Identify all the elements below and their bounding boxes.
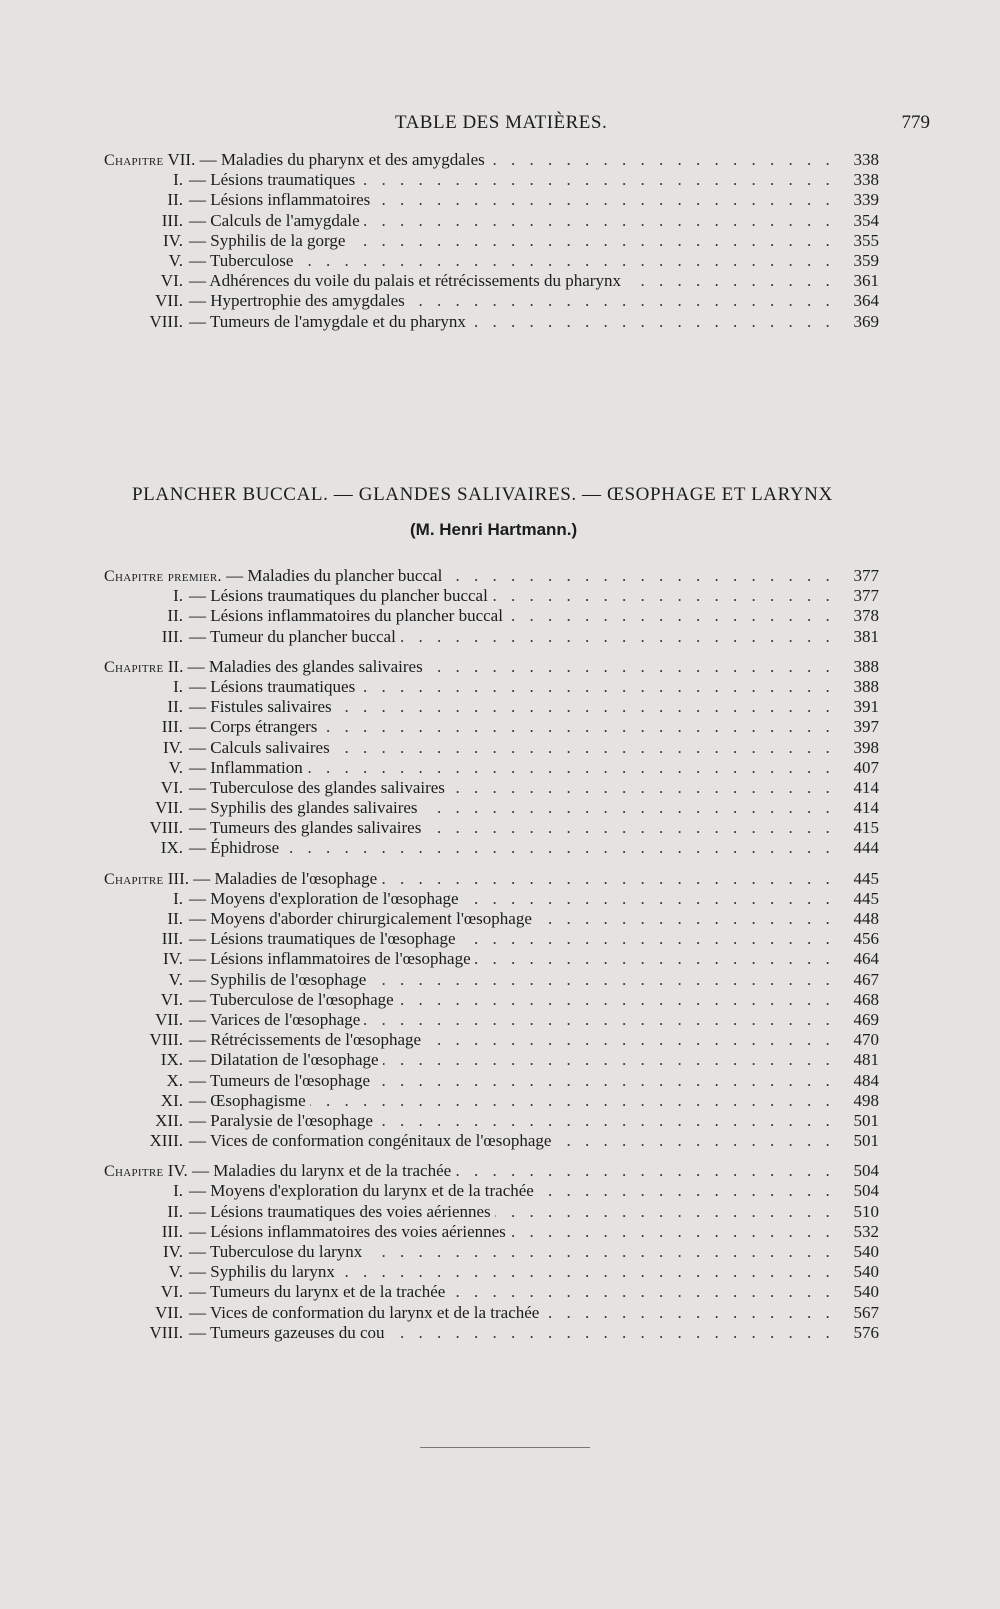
chapter-page: 388 <box>843 657 879 677</box>
item-title: — Moyens d'exploration de l'œsophage <box>189 888 459 908</box>
toc-item-row <box>104 190 879 210</box>
item-page: 391 <box>843 697 879 717</box>
toc-item-row <box>104 1181 879 1201</box>
item-title: — Lésions inflammatoires des voies aériennes <box>189 1221 506 1241</box>
toc-item-row <box>104 717 879 737</box>
toc-item-row <box>104 949 879 969</box>
item-heading <box>104 758 307 778</box>
chapter-number: III. <box>167 868 189 888</box>
item-number: VII. <box>155 291 183 311</box>
toc-item-row <box>104 697 879 717</box>
chapter-label: Chapitre <box>104 152 164 169</box>
toc-item-row <box>104 1323 879 1343</box>
item-number: III. <box>161 1221 183 1241</box>
item-number: VII. <box>155 1302 183 1322</box>
item-heading <box>104 1262 339 1282</box>
chapter-heading <box>104 869 381 890</box>
chapter-heading <box>104 657 427 678</box>
toc-item-row <box>104 251 879 271</box>
item-page: 501 <box>843 1131 879 1151</box>
page-number: 779 <box>901 112 930 133</box>
item-number: II. <box>167 697 183 717</box>
item-page: 467 <box>843 970 879 990</box>
toc-item-row <box>104 738 879 758</box>
toc-chapter-row <box>104 566 879 586</box>
chapter-gap <box>104 1151 879 1161</box>
item-heading <box>104 606 507 626</box>
item-heading <box>104 909 536 929</box>
item-title: — Lésions inflammatoires du plancher buccal <box>189 606 503 626</box>
item-number: VIII. <box>149 818 183 838</box>
item-heading <box>104 818 425 838</box>
item-page: 567 <box>843 1303 879 1323</box>
chapter-title: — Maladies du plancher buccal <box>226 566 443 585</box>
item-title: — Inflammation <box>189 757 303 777</box>
chapter-title: — Maladies du larynx et de la trachée <box>192 1161 452 1181</box>
item-page: 468 <box>843 990 879 1010</box>
item-number: IV. <box>163 1242 183 1261</box>
item-number: V. <box>168 757 183 777</box>
item-number: VI. <box>160 1282 183 1302</box>
item-title: — Lésions traumatiques de l'œsophage <box>189 929 456 949</box>
item-heading <box>104 312 470 332</box>
item-number: II. <box>167 190 183 210</box>
item-heading <box>104 1111 377 1131</box>
item-title: — Éphidrose <box>189 838 280 858</box>
item-heading <box>104 717 321 737</box>
bottom-rule <box>420 1447 590 1448</box>
toc-item-row <box>104 606 879 626</box>
item-page: 397 <box>843 717 879 737</box>
chapter-heading <box>104 566 446 587</box>
toc-chapter-row <box>104 1161 879 1181</box>
item-title: — Lésions traumatiques <box>189 676 356 696</box>
item-heading <box>104 1303 543 1323</box>
chapter-page: 445 <box>843 869 879 889</box>
chapter-heading <box>104 150 489 171</box>
item-heading <box>104 170 359 190</box>
item-number: I. <box>173 1181 183 1201</box>
item-page: 359 <box>843 251 879 271</box>
toc-item-row <box>104 838 879 858</box>
item-number: II. <box>167 606 183 626</box>
item-page: 540 <box>843 1262 879 1282</box>
section-title: PLANCHER BUCCAL. — GLANDES SALIVAIRES. — ŒSOPHAGE ET LARYNX <box>132 484 833 505</box>
chapter-page: 504 <box>843 1161 879 1181</box>
toc-item-row <box>104 1091 879 1111</box>
chapter-page: 377 <box>843 566 879 586</box>
item-title: — Syphilis du larynx <box>189 1262 335 1282</box>
toc-chapter-row <box>104 869 879 889</box>
item-number: VI. <box>160 989 183 1009</box>
item-title: — Varices de l'œsophage <box>189 1009 361 1029</box>
toc-chapter-row <box>104 657 879 677</box>
item-number: VI. <box>160 271 183 291</box>
item-page: 498 <box>843 1091 879 1111</box>
item-title: — Tumeurs de l'œsophage <box>189 1070 371 1090</box>
item-number: VII. <box>155 798 183 818</box>
toc-item-row <box>104 798 879 818</box>
item-heading <box>104 1222 510 1242</box>
item-page: 398 <box>843 738 879 758</box>
item-number: XII. <box>155 1110 183 1130</box>
toc-item-row <box>104 909 879 929</box>
item-heading <box>104 1071 374 1091</box>
item-page: 415 <box>843 818 879 838</box>
item-heading <box>104 778 449 798</box>
item-title: — Œsophagisme <box>189 1090 306 1110</box>
item-number: I. <box>173 888 183 908</box>
toc-item-row <box>104 211 879 231</box>
toc-item-row <box>104 1282 879 1302</box>
item-page: 469 <box>843 1010 879 1030</box>
item-page: 481 <box>843 1050 879 1070</box>
item-number: VI. <box>160 777 183 797</box>
item-number: IV. <box>163 230 183 250</box>
item-heading <box>104 949 475 969</box>
item-page: 414 <box>843 778 879 798</box>
chapter-gap <box>104 647 879 657</box>
item-page: 470 <box>843 1030 879 1050</box>
toc-item-row <box>104 231 879 251</box>
item-number: VIII. <box>149 311 183 331</box>
chapter-number: premier. <box>167 568 222 585</box>
item-title: — Lésions traumatiques du plancher buccal <box>189 586 488 606</box>
item-page: 448 <box>843 909 879 929</box>
item-page: 354 <box>843 211 879 231</box>
item-number: IV. <box>163 949 183 969</box>
item-page: 532 <box>843 1222 879 1242</box>
item-heading <box>104 1242 366 1262</box>
item-page: 456 <box>843 929 879 949</box>
item-heading <box>104 1131 555 1151</box>
item-number: XI. <box>160 1090 183 1110</box>
item-heading <box>104 271 625 291</box>
toc-block-main <box>104 566 879 1343</box>
chapter-page: 338 <box>843 150 879 170</box>
toc-item-row <box>104 1222 879 1242</box>
toc-item-row <box>104 1262 879 1282</box>
running-title: TABLE DES MATIÈRES. <box>395 112 608 133</box>
item-page: 377 <box>843 586 879 606</box>
item-title: — Lésions inflammatoires de l'œsophage <box>189 949 471 969</box>
chapter-number: II. <box>167 656 184 676</box>
item-heading <box>104 1181 538 1201</box>
item-page: 378 <box>843 606 879 626</box>
item-heading <box>104 738 334 758</box>
item-page: 484 <box>843 1071 879 1091</box>
item-title: — Tumeurs des glandes salivaires <box>189 818 422 838</box>
item-title: — Tumeurs gazeuses du cou <box>189 1322 385 1342</box>
toc-block-pharynx <box>104 150 879 332</box>
item-title: — Paralysie de l'œsophage <box>189 1110 373 1130</box>
toc-item-row <box>104 627 879 647</box>
item-number: III. <box>161 929 183 949</box>
chapter-title: — Maladies des glandes salivaires <box>187 656 423 676</box>
toc-item-row <box>104 1131 879 1151</box>
toc-item-row <box>104 1303 879 1323</box>
item-title: — Tuberculose <box>189 250 294 270</box>
item-number: I. <box>173 586 183 606</box>
item-number: IV. <box>163 737 183 757</box>
item-title: — Vices de conformation congénitaux de l'œsophage <box>189 1131 552 1151</box>
item-title: — Vices de conformation du larynx et de la trachée <box>189 1302 540 1322</box>
item-number: I. <box>173 676 183 696</box>
item-number: II. <box>167 1201 183 1221</box>
item-title: — Tumeur du plancher buccal <box>189 626 396 646</box>
item-heading <box>104 211 364 231</box>
item-number: III. <box>161 626 183 646</box>
toc-item-row <box>104 990 879 1010</box>
item-number: V. <box>168 1262 183 1282</box>
section-author: (M. Henri Hartmann.) <box>410 520 578 539</box>
toc-item-row <box>104 1202 879 1222</box>
item-title: — Dilatation de l'œsophage <box>189 1050 379 1070</box>
item-page: 444 <box>843 838 879 858</box>
item-title: — Syphilis des glandes salivaires <box>189 798 418 818</box>
item-title: — Tuberculose du larynx <box>189 1242 363 1261</box>
item-page: 364 <box>843 291 879 311</box>
toc-item-row <box>104 889 879 909</box>
toc-item-row <box>104 271 879 291</box>
chapter-label: Chapitre <box>104 658 164 676</box>
item-number: V. <box>168 250 183 270</box>
item-heading <box>104 231 349 251</box>
item-heading <box>104 697 336 717</box>
item-page: 445 <box>843 889 879 909</box>
item-title: — Syphilis de la gorge <box>189 230 346 250</box>
toc-item-row <box>104 970 879 990</box>
chapter-gap <box>104 859 879 869</box>
item-heading <box>104 586 492 606</box>
item-title: — Lésions traumatiques des voies aériennes <box>189 1201 491 1221</box>
chapter-number: VII. <box>167 150 196 169</box>
item-title: — Calculs salivaires <box>189 737 330 757</box>
item-heading <box>104 190 374 210</box>
item-title: — Adhérences du voile du palais et rétrécissements du pharynx <box>189 271 621 291</box>
item-heading <box>104 1030 425 1050</box>
toc-item-row <box>104 1111 879 1131</box>
item-number: X. <box>166 1070 183 1090</box>
item-heading <box>104 970 370 990</box>
toc-item-row <box>104 1010 879 1030</box>
toc-item-row <box>104 818 879 838</box>
item-title: — Tuberculose de l'œsophage <box>189 989 394 1009</box>
item-title: — Syphilis de l'œsophage <box>189 969 367 989</box>
item-heading <box>104 1091 310 1111</box>
chapter-heading <box>104 1161 455 1182</box>
item-number: V. <box>168 969 183 989</box>
item-page: 501 <box>843 1111 879 1131</box>
item-page: 576 <box>843 1323 879 1343</box>
item-page: 388 <box>843 677 879 697</box>
item-heading <box>104 1323 388 1343</box>
item-heading <box>104 838 283 858</box>
toc-item-row <box>104 170 879 190</box>
toc-item-row <box>104 1242 879 1262</box>
item-page: 338 <box>843 170 879 190</box>
item-heading <box>104 251 297 271</box>
item-page: 510 <box>843 1202 879 1222</box>
item-page: 540 <box>843 1242 879 1262</box>
toc-item-row <box>104 291 879 311</box>
item-heading <box>104 929 460 949</box>
item-title: — Lésions traumatiques <box>189 170 356 190</box>
chapter-label: Chapitre <box>104 1163 164 1181</box>
item-number: IX. <box>160 1050 183 1070</box>
item-heading <box>104 889 463 909</box>
toc-item-row <box>104 312 879 332</box>
toc-item-row <box>104 778 879 798</box>
item-heading <box>104 1202 495 1222</box>
item-title: — Moyens d'exploration du larynx et de la trachée <box>189 1181 534 1201</box>
item-page: 407 <box>843 758 879 778</box>
item-title: — Moyens d'aborder chirurgicalement l'œsophage <box>189 909 532 928</box>
item-number: III. <box>161 717 183 737</box>
item-heading <box>104 291 409 311</box>
item-page: 540 <box>843 1282 879 1302</box>
item-page: 355 <box>843 231 879 251</box>
item-number: VII. <box>155 1009 183 1029</box>
toc-item-row <box>104 1050 879 1070</box>
toc-item-row <box>104 758 879 778</box>
item-number: I. <box>173 170 183 190</box>
item-title: — Hypertrophie des amygdales <box>189 291 405 311</box>
item-page: 369 <box>843 312 879 332</box>
item-number: IX. <box>160 838 183 858</box>
item-number: III. <box>161 210 183 230</box>
toc-item-row <box>104 586 879 606</box>
item-heading <box>104 1282 449 1302</box>
chapter-label: Chapitre <box>104 870 164 888</box>
chapter-number: IV. <box>167 1161 188 1181</box>
item-page: 381 <box>843 627 879 647</box>
item-title: — Tumeurs de l'amygdale et du pharynx <box>189 311 466 331</box>
item-heading <box>104 990 398 1010</box>
item-title: — Lésions inflammatoires <box>189 190 371 210</box>
item-page: 339 <box>843 190 879 210</box>
item-page: 504 <box>843 1181 879 1201</box>
item-heading <box>104 677 359 697</box>
item-title: — Rétrécissements de l'œsophage <box>189 1030 422 1050</box>
item-number: II. <box>167 909 183 928</box>
item-title: — Tuberculose des glandes salivaires <box>189 777 445 797</box>
item-heading <box>104 1010 364 1030</box>
item-title: — Corps étrangers <box>189 717 318 737</box>
item-number: XIII. <box>149 1131 183 1151</box>
item-title: — Fistules salivaires <box>189 697 332 717</box>
item-title: — Calculs de l'amygdale <box>189 210 360 230</box>
item-page: 361 <box>843 271 879 291</box>
page-header <box>0 112 1000 142</box>
item-number: VIII. <box>149 1030 183 1050</box>
item-number: VIII. <box>149 1322 183 1342</box>
chapter-title: — Maladies de l'œsophage <box>193 868 378 888</box>
chapter-label: Chapitre <box>104 568 164 585</box>
item-heading <box>104 1050 383 1070</box>
toc-item-row <box>104 929 879 949</box>
chapter-title: — Maladies du pharynx et des amygdales <box>199 150 485 169</box>
item-page: 464 <box>843 949 879 969</box>
toc-item-row <box>104 1030 879 1050</box>
item-heading <box>104 627 400 647</box>
item-page: 414 <box>843 798 879 818</box>
toc-item-row <box>104 1071 879 1091</box>
toc-item-row <box>104 677 879 697</box>
item-heading <box>104 798 422 818</box>
toc-chapter-row <box>104 150 879 170</box>
item-title: — Tumeurs du larynx et de la trachée <box>189 1282 446 1302</box>
